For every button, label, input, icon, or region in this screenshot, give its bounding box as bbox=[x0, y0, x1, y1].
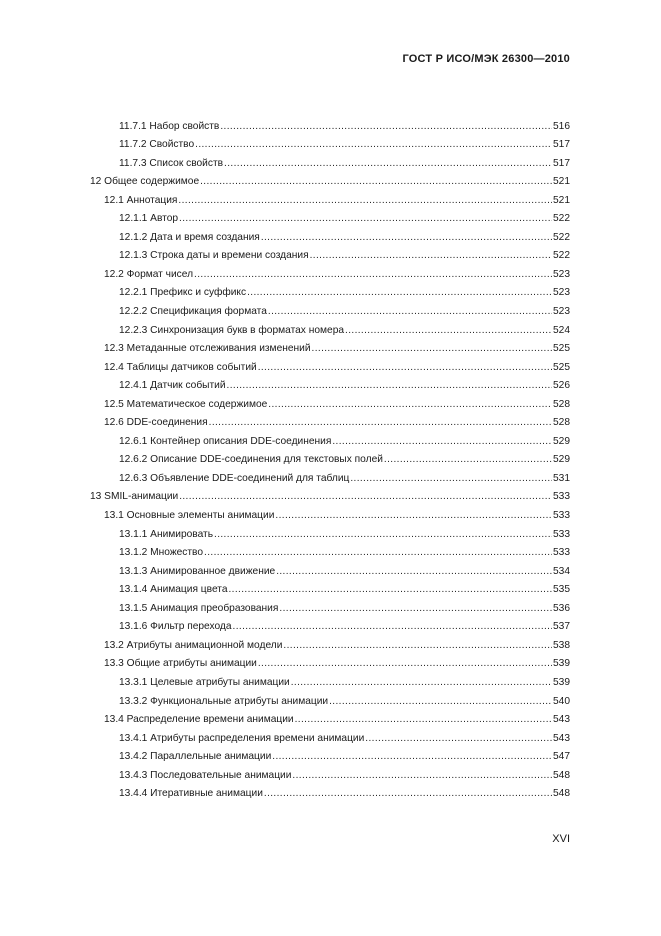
toc-entry bbox=[90, 245, 570, 264]
toc-entry-title: 12.1.2 Дата и время создания bbox=[119, 231, 260, 243]
toc-entry-page: 533 bbox=[553, 547, 570, 559]
toc-entry-page: 517 bbox=[553, 139, 570, 151]
toc-entry-title: 13.1.5 Анимация преобразования bbox=[119, 602, 279, 614]
toc-entry-page: 521 bbox=[553, 194, 570, 206]
toc-entry-page: 548 bbox=[553, 769, 570, 781]
toc-entry-title: 12.1.1 Автор bbox=[119, 213, 179, 225]
toc-entry-page: 547 bbox=[553, 751, 570, 763]
toc-entry-title: 12.5 Математическое содержимое bbox=[104, 398, 268, 410]
dot-leader bbox=[295, 713, 552, 727]
toc-entry-title: 12.2.2 Спецификация формата bbox=[119, 306, 267, 318]
toc-entry bbox=[90, 300, 570, 319]
toc-entry bbox=[90, 134, 570, 153]
toc-entry-title: 11.7.1 Набор свойств bbox=[119, 120, 220, 132]
toc-entry-page: 523 bbox=[553, 306, 570, 318]
dot-leader bbox=[279, 602, 552, 616]
toc-entry-title: 13.1.3 Анимированное движение bbox=[119, 565, 276, 577]
toc-entry-title: 13.1.6 Фильтр перехода bbox=[119, 621, 232, 633]
toc-entry-title: 11.7.3 Список свойств bbox=[119, 157, 224, 169]
toc-entry bbox=[90, 616, 570, 635]
toc-entry-title: 13.4.1 Атрибуты распределения времени анимации bbox=[119, 732, 365, 744]
dot-leader bbox=[195, 138, 552, 152]
toc-entry-title: 13.4 Распределение времени анимации bbox=[104, 714, 294, 726]
dot-leader bbox=[332, 435, 552, 449]
toc-entry bbox=[90, 152, 570, 171]
dot-leader bbox=[268, 305, 552, 319]
dot-leader bbox=[384, 453, 552, 467]
toc-entry-title: 13.4.4 Итеративные анимации bbox=[119, 788, 263, 800]
toc-entry-page: 533 bbox=[553, 491, 570, 503]
toc-entry-title: 12.6 DDE-соединения bbox=[104, 417, 208, 429]
dot-leader bbox=[233, 620, 552, 634]
toc-entry-page: 548 bbox=[553, 788, 570, 800]
toc-entry-page: 522 bbox=[553, 213, 570, 225]
toc-entry-page: 523 bbox=[553, 287, 570, 299]
toc-entry bbox=[90, 709, 570, 728]
toc-entry-page: 543 bbox=[553, 732, 570, 744]
toc-entry-title: 13.3 Общие атрибуты анимации bbox=[104, 658, 257, 670]
toc-entry-title: 12.2.3 Синхронизация букв в форматах номера bbox=[119, 324, 345, 336]
toc-entry-title: 13.1.2 Множество bbox=[119, 547, 204, 559]
dot-leader bbox=[258, 361, 552, 375]
dot-leader bbox=[227, 379, 552, 393]
toc-entry bbox=[90, 208, 570, 227]
toc-entry-page: 525 bbox=[553, 343, 570, 355]
toc-entry-title: 13.4.3 Последовательные анимации bbox=[119, 769, 292, 781]
dot-leader bbox=[272, 750, 552, 764]
toc-entry-title: 11.7.2 Свойство bbox=[119, 139, 195, 151]
dot-leader bbox=[261, 231, 552, 245]
dot-leader bbox=[283, 639, 552, 653]
page-number: XVI bbox=[552, 833, 570, 845]
toc-entry bbox=[90, 690, 570, 709]
toc-entry-page: 536 bbox=[553, 602, 570, 614]
toc-entry-page: 528 bbox=[553, 417, 570, 429]
toc-entry bbox=[90, 115, 570, 134]
dot-leader bbox=[214, 528, 552, 542]
toc-entry-title: 13.4.2 Параллельные анимации bbox=[119, 751, 272, 763]
dot-leader bbox=[224, 157, 552, 171]
toc-entry bbox=[90, 412, 570, 431]
document-header: ГОСТ Р ИСО/МЭК 26300—2010 bbox=[402, 53, 570, 65]
toc-entry bbox=[90, 338, 570, 357]
toc-entry-page: 529 bbox=[553, 454, 570, 466]
toc-entry bbox=[90, 523, 570, 542]
toc-entry-title: 13 SMIL-анимации bbox=[90, 491, 179, 503]
toc-entry bbox=[90, 375, 570, 394]
toc-entry-page: 526 bbox=[553, 380, 570, 392]
toc-entry-page: 525 bbox=[553, 361, 570, 373]
toc-entry bbox=[90, 504, 570, 523]
toc-entry-title: 12.6.3 Объявление DDE-соединений для таблиц bbox=[119, 472, 350, 484]
dot-leader bbox=[194, 268, 552, 282]
toc-entry-title: 13.2 Атрибуты анимационной модели bbox=[104, 639, 283, 651]
toc-entry bbox=[90, 764, 570, 783]
toc-entry-page: 516 bbox=[553, 120, 570, 132]
toc-entry-page: 539 bbox=[553, 676, 570, 688]
toc-entry bbox=[90, 430, 570, 449]
dot-leader bbox=[220, 120, 552, 134]
toc-entry-page: 540 bbox=[553, 695, 570, 707]
dot-leader bbox=[264, 787, 552, 801]
dot-leader bbox=[178, 194, 552, 208]
toc-entry-page: 523 bbox=[553, 268, 570, 280]
toc-entry bbox=[90, 634, 570, 653]
toc-entry bbox=[90, 579, 570, 598]
dot-leader bbox=[350, 472, 552, 486]
toc-entry bbox=[90, 783, 570, 802]
toc-entry-title: 13.1.1 Анимировать bbox=[119, 528, 214, 540]
dot-leader bbox=[258, 657, 552, 671]
toc-entry-title: 12.4.1 Датчик событий bbox=[119, 380, 226, 392]
dot-leader bbox=[275, 509, 552, 523]
toc-entry-title: 13.1 Основные элементы анимации bbox=[104, 510, 275, 522]
toc-entry bbox=[90, 727, 570, 746]
toc-entry-page: 522 bbox=[553, 250, 570, 262]
toc-entry-page: 529 bbox=[553, 435, 570, 447]
toc-entry bbox=[90, 171, 570, 190]
dot-leader bbox=[345, 324, 552, 338]
toc-entry bbox=[90, 226, 570, 245]
toc-entry bbox=[90, 393, 570, 412]
toc-entry bbox=[90, 282, 570, 301]
dot-leader bbox=[179, 212, 552, 226]
toc-entry bbox=[90, 671, 570, 690]
toc-entry-page: 539 bbox=[553, 658, 570, 670]
toc-entry-page: 531 bbox=[553, 472, 570, 484]
toc-entry-page: 534 bbox=[553, 565, 570, 577]
toc-entry-page: 524 bbox=[553, 324, 570, 336]
dot-leader bbox=[247, 286, 552, 300]
toc-entry-page: 535 bbox=[553, 584, 570, 596]
toc-entry-page: 533 bbox=[553, 528, 570, 540]
dot-leader bbox=[292, 769, 552, 783]
toc-entry bbox=[90, 486, 570, 505]
toc-entry bbox=[90, 467, 570, 486]
toc-entry-title: 12.2.1 Префикс и суффикс bbox=[119, 287, 247, 299]
table-of-contents bbox=[90, 115, 570, 801]
toc-entry bbox=[90, 189, 570, 208]
dot-leader bbox=[200, 175, 552, 189]
toc-entry-title: 13.3.1 Целевые атрибуты анимации bbox=[119, 676, 290, 688]
toc-entry-title: 12.2 Формат чисел bbox=[104, 268, 194, 280]
toc-entry-title: 12.6.2 Описание DDE-соединения для текстовых полей bbox=[119, 454, 383, 466]
dot-leader bbox=[291, 676, 552, 690]
toc-entry-title: 13.1.4 Анимация цвета bbox=[119, 584, 228, 596]
toc-entry-page: 533 bbox=[553, 510, 570, 522]
toc-entry bbox=[90, 560, 570, 579]
toc-entry-title: 12.6.1 Контейнер описания DDE-соединения bbox=[119, 435, 332, 447]
toc-entry bbox=[90, 356, 570, 375]
toc-entry-title: 13.3.2 Функциональные атрибуты анимации bbox=[119, 695, 329, 707]
toc-entry bbox=[90, 653, 570, 672]
toc-entry bbox=[90, 263, 570, 282]
toc-entry-page: 522 bbox=[553, 231, 570, 243]
toc-entry-page: 538 bbox=[553, 639, 570, 651]
toc-entry-title: 12.4 Таблицы датчиков событий bbox=[104, 361, 257, 373]
toc-entry-page: 537 bbox=[553, 621, 570, 633]
toc-entry-title: 12.1 Аннотация bbox=[104, 194, 178, 206]
toc-entry bbox=[90, 319, 570, 338]
toc-entry bbox=[90, 449, 570, 468]
toc-entry-page: 521 bbox=[553, 176, 570, 188]
dot-leader bbox=[268, 398, 552, 412]
dot-leader bbox=[329, 695, 552, 709]
toc-entry-page: 517 bbox=[553, 157, 570, 169]
toc-entry-title: 12.3 Метаданные отслеживания изменений bbox=[104, 343, 311, 355]
dot-leader bbox=[365, 732, 552, 746]
dot-leader bbox=[204, 546, 552, 560]
dot-leader bbox=[310, 249, 552, 263]
toc-entry-title: 12 Общее содержимое bbox=[90, 176, 200, 188]
toc-entry bbox=[90, 746, 570, 765]
toc-entry-title: 12.1.3 Строка даты и времени создания bbox=[119, 250, 309, 262]
dot-leader bbox=[179, 490, 552, 504]
toc-entry-page: 528 bbox=[553, 398, 570, 410]
dot-leader bbox=[209, 416, 552, 430]
dot-leader bbox=[276, 565, 552, 579]
toc-entry-page: 543 bbox=[553, 714, 570, 726]
toc-entry bbox=[90, 597, 570, 616]
dot-leader bbox=[229, 583, 553, 597]
dot-leader bbox=[312, 342, 552, 356]
toc-entry bbox=[90, 542, 570, 561]
